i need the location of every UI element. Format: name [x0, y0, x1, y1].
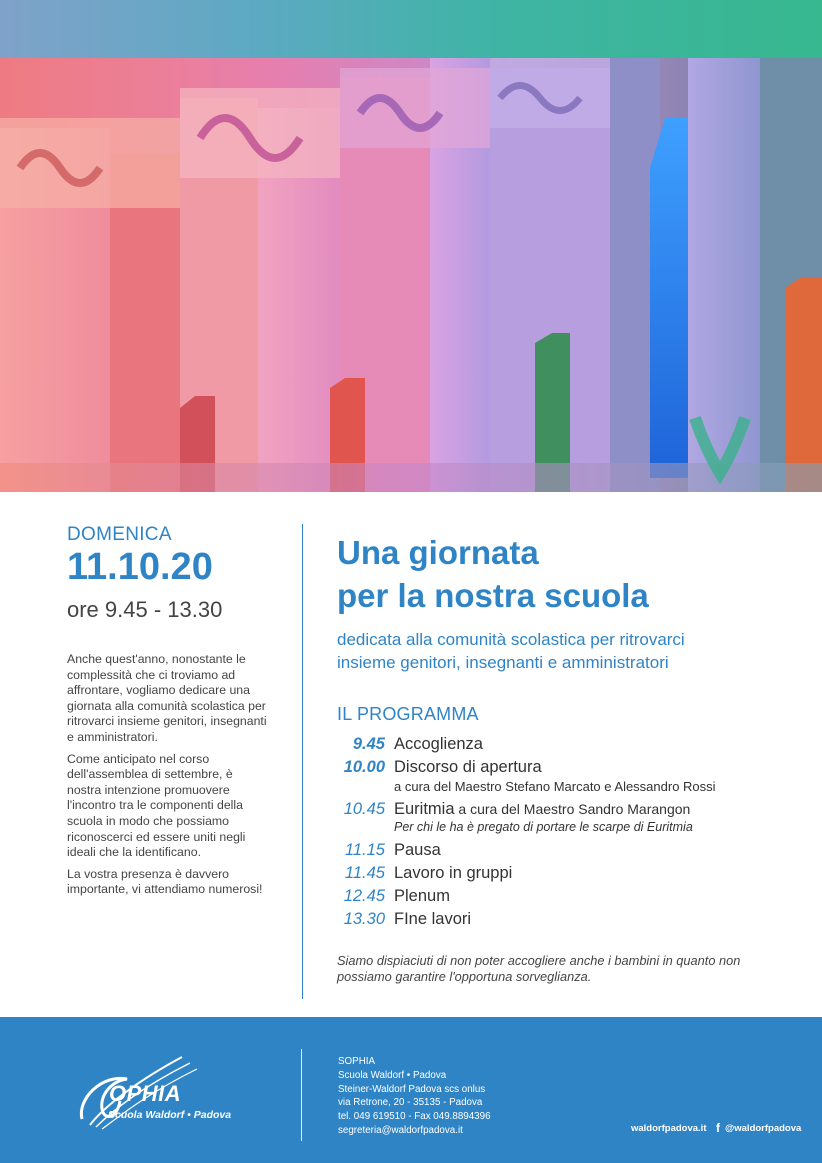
program-heading: IL PROGRAMMA: [337, 704, 479, 724]
program-label-extra: a cura del Maestro Sandro Marangon: [454, 801, 691, 817]
event-day: DOMENICA: [67, 524, 172, 545]
subtitle-line-2: insieme genitori, insegnanti e amministratori: [337, 653, 669, 672]
intro-paragraph-2: Come anticipato nel corso dell'assemblea di settembre, è nostra intenzione promuovere l'incontro tra le componenti della scuola in modo che possiamo riconoscerci ed essere uniti negli ideali che la identificano.: [67, 751, 246, 860]
footer-address: [338, 1055, 491, 1138]
address-line: Scuola Waldorf • Padova: [338, 1069, 447, 1081]
program-label: Accoglienza: [394, 735, 483, 753]
subtitle-line-1: dedicata alla comunità scolastica per ritrovarci: [337, 630, 685, 649]
program-label: Plenum: [394, 887, 450, 905]
address-line: Steiner-Waldorf Padova scs onlus: [338, 1083, 486, 1095]
page-subtitle: [337, 628, 807, 674]
address-line: via Retrone, 20 - 35135 - Padova: [338, 1097, 483, 1109]
column-divider: [302, 524, 303, 999]
page-title: [337, 531, 797, 617]
program-time: 11.45: [344, 864, 385, 882]
event-hours: ore 9.45 - 13.30: [67, 597, 223, 622]
program-time: 9.45: [352, 735, 385, 753]
program-label: Lavoro in gruppi: [394, 864, 513, 882]
program-time: 11.15: [344, 841, 385, 859]
program-label: Discorso di apertura: [394, 758, 542, 776]
program-item: [337, 840, 807, 861]
footer: [0, 1017, 822, 1163]
program-entry: [394, 757, 716, 795]
program-list: [337, 734, 807, 930]
intro-text: [67, 652, 267, 904]
program-time: 10.00: [343, 758, 385, 776]
program-item: [337, 734, 807, 755]
program-note: a cura del Maestro Stefano Marcato e Alessandro Rossi: [394, 779, 716, 794]
page-title-line-1: Una giornata: [337, 534, 539, 571]
logo-wordmark: OPHIA: [109, 1081, 182, 1106]
page-title-line-2: per la nostra scuola: [337, 577, 649, 614]
program-item: [337, 886, 807, 907]
intro-paragraph-3: La vostra presenza è davvero importante, vi attendiamo numerosi!: [67, 866, 263, 897]
event-date: 11.10.20: [67, 546, 213, 588]
facebook-icon: f: [716, 1121, 720, 1135]
top-color-strip: [0, 0, 822, 58]
program-note: Per chi le ha è pregato di portare le scarpe di Euritmia: [394, 820, 693, 834]
logo-subtitle: Scuola Waldorf • Padova: [108, 1109, 232, 1121]
facebook-handle: @waldorfpadova: [725, 1122, 802, 1134]
program-time: 13.30: [343, 910, 385, 928]
program-label: Pausa: [394, 841, 441, 859]
program-time: 10.45: [343, 800, 385, 818]
program-time: 12.45: [343, 887, 385, 905]
hero-image: [0, 58, 822, 492]
program-label: Euritmia: [394, 800, 455, 818]
event-date-block: [67, 524, 267, 624]
program-item: [337, 863, 807, 884]
intro-paragraph-1: Anche quest'anno, nonostante le complessità che ci troviamo ad affrontare, vogliamo dedicare una giornata alla comunità scolastica per ritrovarci insieme genitori, insegnanti e amministratori.: [67, 652, 267, 744]
hero-architecture-illustration: [0, 58, 822, 492]
program-item: [337, 757, 807, 795]
program-item: [337, 799, 807, 835]
website-link[interactable]: waldorfpadova.it: [631, 1123, 707, 1134]
disclaimer-text: Siamo dispiaciuti di non poter accogliere anche i bambini in quanto non possiamo garantire l'opportuna sorveglianza.: [337, 953, 741, 984]
program-item: [337, 909, 807, 930]
address-line: SOPHIA: [338, 1056, 376, 1067]
footer-divider: [301, 1049, 302, 1141]
email-link[interactable]: segreteria@waldorfpadova.it: [338, 1124, 463, 1136]
program-label: FIne lavori: [394, 910, 472, 928]
sophia-logo: [72, 1039, 232, 1139]
facebook-link[interactable]: [716, 1121, 801, 1135]
address-line: tel. 049 619510 - Fax 049.8894396: [338, 1111, 491, 1123]
program-entry: [394, 799, 693, 835]
